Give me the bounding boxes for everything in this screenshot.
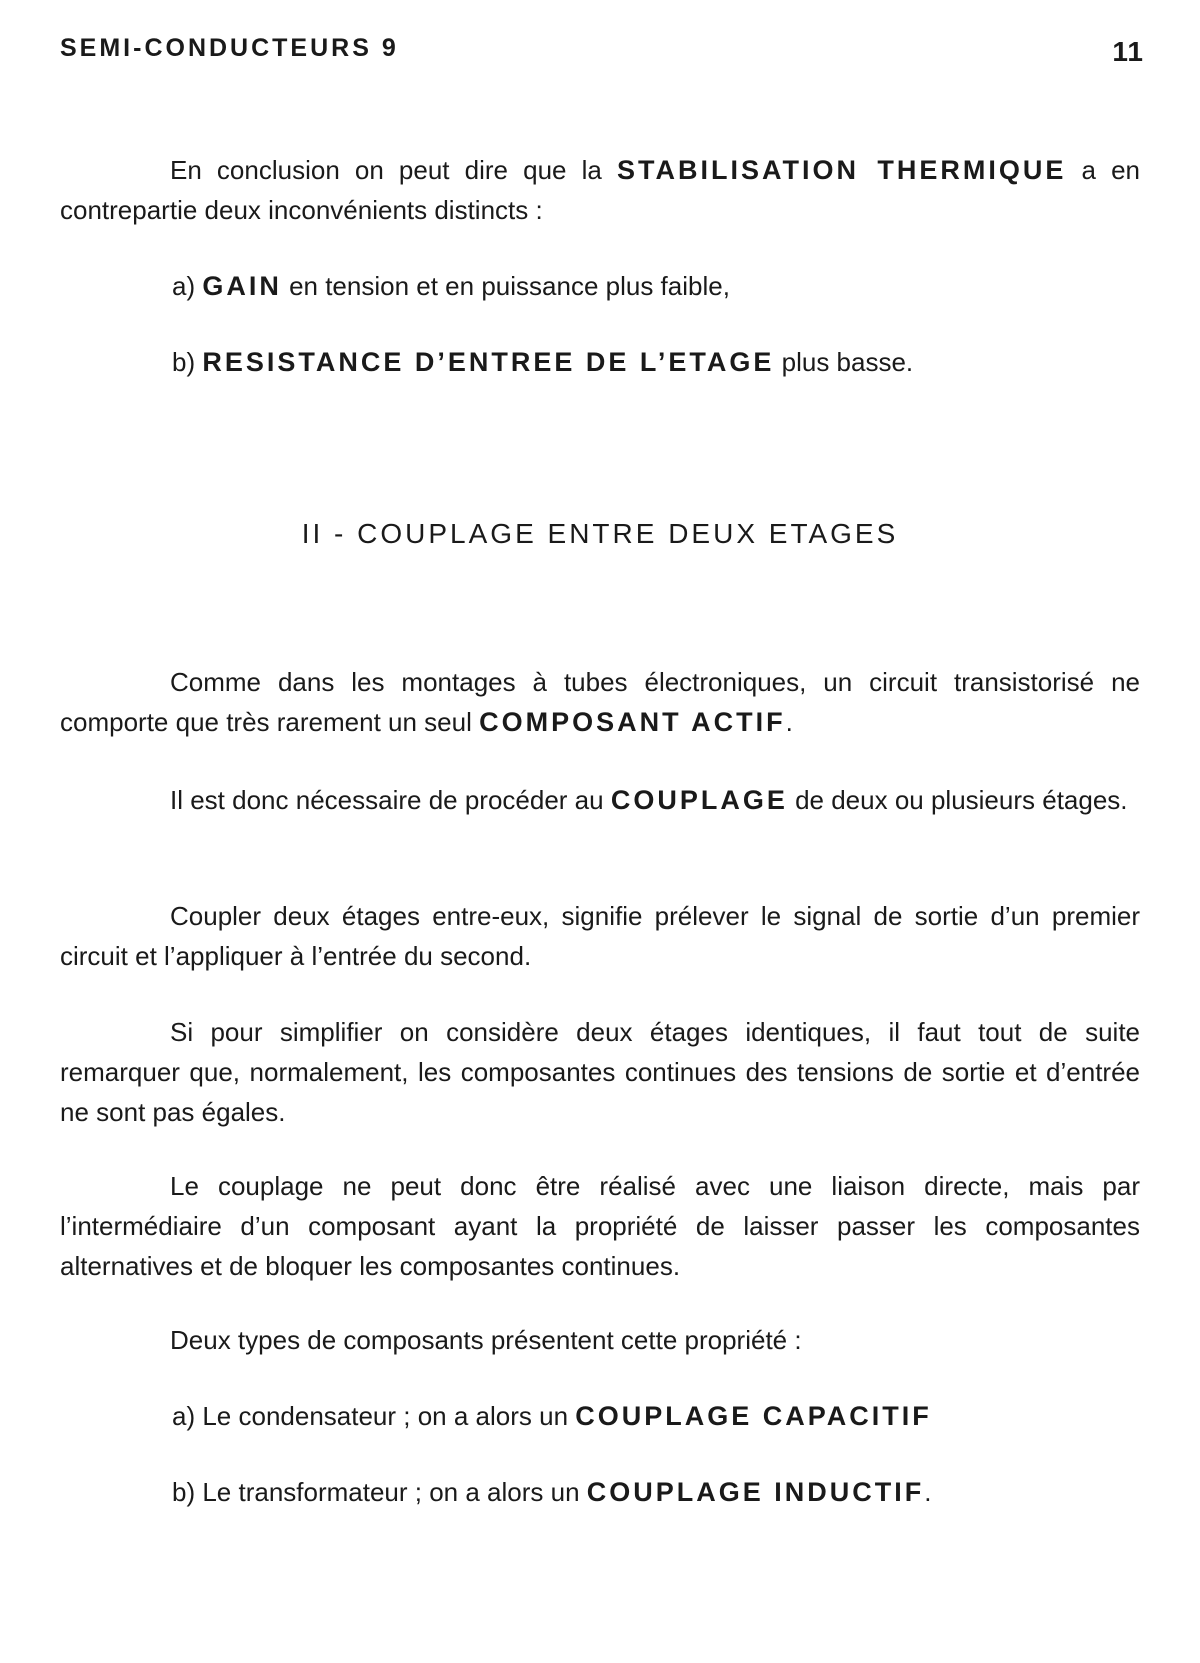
paragraph-4: Si pour simplifier on considère deux étages identiques, il faut tout de suite remarquer que, normalement, les composantes continues des tensions de sortie et d’entrée ne sont pas égales. (60, 1017, 1140, 1127)
paragraph-3: Coupler deux étages entre-eux, signifie prélever le signal de sortie d’un premier circuit et l’appliquer à l’entrée du second. (60, 901, 1140, 971)
paragraph-2-text-2: de deux ou plusieurs étages. (787, 785, 1128, 815)
intro-text-1: En conclusion on peut dire que la (170, 155, 617, 185)
paragraph-1-caps: COMPOSANT ACTIF (479, 707, 786, 737)
drawback-a-caps: GAIN (202, 271, 282, 301)
section-heading: II - COUPLAGE ENTRE DEUX ETAGES (301, 518, 899, 549)
paragraph-1-text: Comme dans les montages à tubes électroniques, un circuit transistorisé ne comporte que très rarement un seul (60, 667, 1140, 737)
drawback-a (172, 266, 1132, 306)
drawback-b-text: plus basse. (774, 347, 914, 377)
running-title: SEMI-CONDUCTEURS 9 (60, 34, 399, 62)
drawback-b (172, 342, 1132, 382)
coupling-b-prefix: b) (172, 1477, 203, 1507)
paragraph-2 (60, 780, 1140, 820)
page-number: 11 (1112, 36, 1144, 67)
coupling-a (172, 1396, 1132, 1436)
coupling-b-text: Le transformateur ; on a alors un (202, 1477, 587, 1507)
drawback-a-text: en tension et en puissance plus faible, (281, 271, 730, 301)
paragraph-2-caps: COUPLAGE (610, 785, 788, 815)
drawback-a-prefix: a) (172, 271, 203, 301)
paragraph-5: Le couplage ne peut donc être réalisé avec une liaison directe, mais par l’intermédiaire d’un composant ayant la propriété de laisser passer les composantes alternatives et de bloquer les composantes continues. (60, 1171, 1140, 1281)
paragraph-2-text-1: Il est donc nécessaire de procéder au (170, 785, 611, 815)
drawback-b-caps: RESISTANCE D’ENTREE DE L’ETAGE (202, 347, 775, 377)
paragraph-1-end: . (785, 707, 793, 737)
intro-text-2: a en contrepartie deux inconvénients distincts : (60, 155, 1140, 225)
paragraph-6: Deux types de composants présentent cette propriété : (170, 1325, 802, 1355)
coupling-b (172, 1472, 1132, 1512)
paragraph-1 (60, 662, 1140, 742)
coupling-a-prefix: a) (172, 1401, 203, 1431)
coupling-a-caps: COUPLAGE CAPACITIF (575, 1401, 932, 1431)
coupling-b-caps: COUPLAGE INDUCTIF (586, 1477, 925, 1507)
coupling-a-text: Le condensateur ; on a alors un (202, 1401, 576, 1431)
intro-paragraph (60, 150, 1140, 230)
intro-caps: STABILISATION THERMIQUE (616, 155, 1067, 185)
drawback-b-prefix: b) (172, 347, 203, 377)
coupling-b-end: . (924, 1477, 932, 1507)
